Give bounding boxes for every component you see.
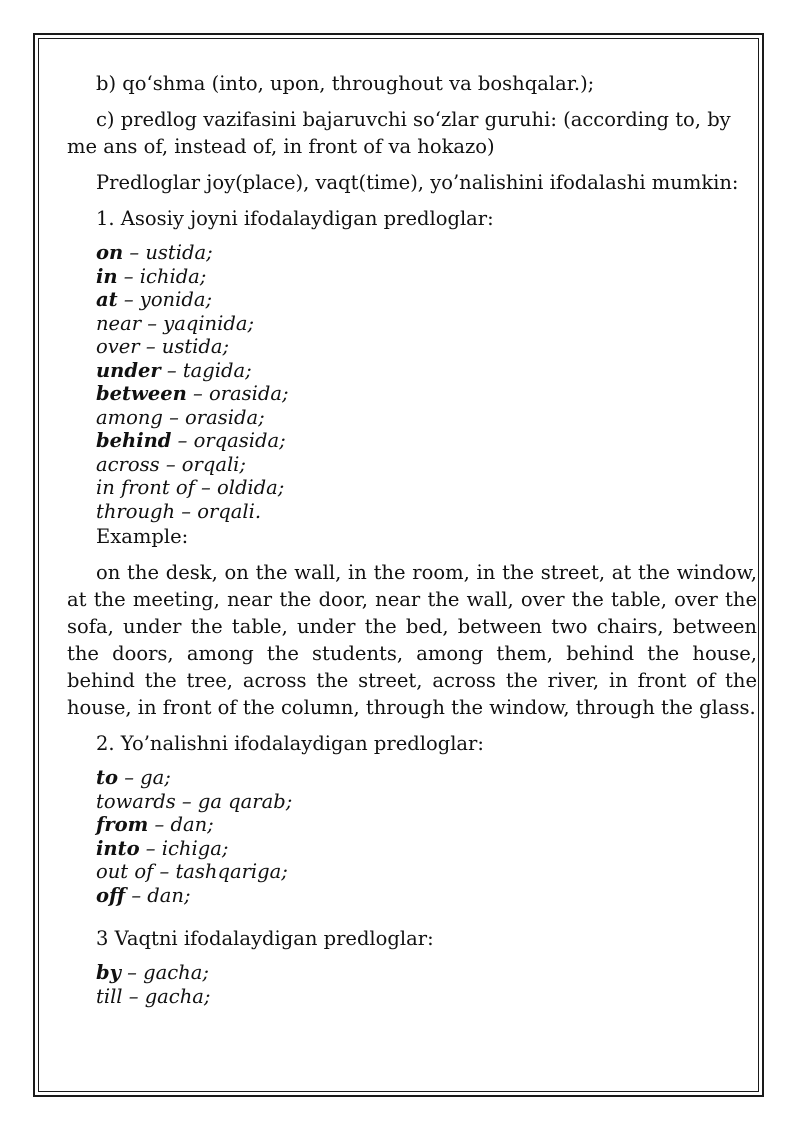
paragraph-meaning-intro: Predloglar joy(place), vaqt(time), yo’nalishini ifodalashi mumkin: xyxy=(96,171,739,194)
preposition-meaning: – orasida; xyxy=(186,382,289,405)
preposition-meaning: – ustida; xyxy=(123,241,213,264)
preposition-term: on xyxy=(96,241,124,264)
preposition-term: over xyxy=(96,335,140,358)
preposition-meaning: – ga qarab; xyxy=(175,789,293,813)
time-preposition-list xyxy=(96,961,757,1008)
list-item xyxy=(96,500,757,524)
list-item xyxy=(96,312,757,336)
preposition-meaning: – yonida; xyxy=(117,288,213,311)
list-item xyxy=(96,241,757,265)
list-item xyxy=(96,837,757,861)
preposition-term: behind xyxy=(96,429,172,452)
direction-preposition-list xyxy=(96,766,757,907)
preposition-term: across xyxy=(96,452,160,476)
preposition-meaning: – orqali; xyxy=(159,452,246,476)
preposition-meaning: – oldida; xyxy=(194,476,285,499)
preposition-term: in xyxy=(96,264,118,288)
preposition-term: off xyxy=(96,883,126,907)
document-body xyxy=(67,70,757,1008)
preposition-term: between xyxy=(96,382,187,405)
preposition-meaning: – ichida; xyxy=(117,264,207,288)
preposition-meaning: – ichiga; xyxy=(139,836,229,860)
list-item xyxy=(96,985,757,1009)
preposition-term: till xyxy=(96,984,123,1008)
list-item xyxy=(96,813,757,837)
list-item xyxy=(96,860,757,884)
preposition-term: by xyxy=(96,961,121,984)
preposition-meaning: – tagida; xyxy=(160,358,252,382)
preposition-meaning: – orasida; xyxy=(162,405,265,429)
place-preposition-list xyxy=(96,241,757,523)
preposition-meaning: – gacha; xyxy=(120,961,209,984)
list-item xyxy=(96,884,757,908)
preposition-meaning: – orqasida; xyxy=(171,429,286,452)
preposition-meaning: – ga; xyxy=(118,766,171,789)
list-item xyxy=(96,790,757,814)
preposition-meaning: – dan; xyxy=(148,813,214,836)
list-item xyxy=(96,429,757,453)
example-label: Example: xyxy=(96,525,189,548)
preposition-meaning: – gacha; xyxy=(122,984,211,1008)
paragraph-compound-prepositions: b) qo‘shma (into, upon, throughout va boshqalar.); xyxy=(96,72,595,95)
list-item xyxy=(96,476,757,500)
heading-place-prepositions: 1. Asosiy joyni ifodalaydigan predloglar: xyxy=(96,207,494,230)
example-paragraph: on the desk, on the wall, in the room, in the street, at the window, at the meeting, near the door, near the wall, over the table, over the sofa, under the table, under the bed, between two chairs, between the doors, among the students, among them, behind the house, behind the tree, across the street, across the river, in front of the house, in front of the column, through the window, through the glass. xyxy=(67,561,757,719)
heading-direction-prepositions: 2. Yo’nalishni ifodalaydigan predloglar: xyxy=(96,732,484,755)
preposition-term: from xyxy=(96,813,149,836)
list-item xyxy=(96,406,757,430)
preposition-term: among xyxy=(96,405,163,429)
list-item xyxy=(96,453,757,477)
preposition-meaning: – tashqariga; xyxy=(153,860,288,883)
preposition-term: into xyxy=(96,836,140,860)
preposition-term: through xyxy=(96,499,176,523)
list-item xyxy=(96,288,757,312)
preposition-term: to xyxy=(96,766,119,789)
preposition-meaning: – dan; xyxy=(125,883,191,907)
preposition-term: near xyxy=(96,311,142,335)
preposition-meaning: – ustida; xyxy=(139,335,230,358)
preposition-meaning: – orqali. xyxy=(175,499,262,523)
list-item xyxy=(96,382,757,406)
preposition-term: in front of xyxy=(96,476,195,499)
preposition-term: towards xyxy=(96,789,176,813)
preposition-term: under xyxy=(96,358,161,382)
list-item xyxy=(96,359,757,383)
list-item xyxy=(96,335,757,359)
preposition-term: out of xyxy=(96,860,154,883)
list-item xyxy=(96,265,757,289)
heading-time-prepositions: 3 Vaqtni ifodalaydigan predloglar: xyxy=(96,927,434,950)
paragraph-prepositional-groups: c) predlog vazifasini bajaruvchi so‘zlar guruhi: (according to, by me ans of, instead of, in front of va hokazo) xyxy=(67,108,731,158)
preposition-meaning: – yaqinida; xyxy=(141,311,255,335)
preposition-term: at xyxy=(96,288,118,311)
list-item xyxy=(96,766,757,790)
list-item xyxy=(96,961,757,985)
